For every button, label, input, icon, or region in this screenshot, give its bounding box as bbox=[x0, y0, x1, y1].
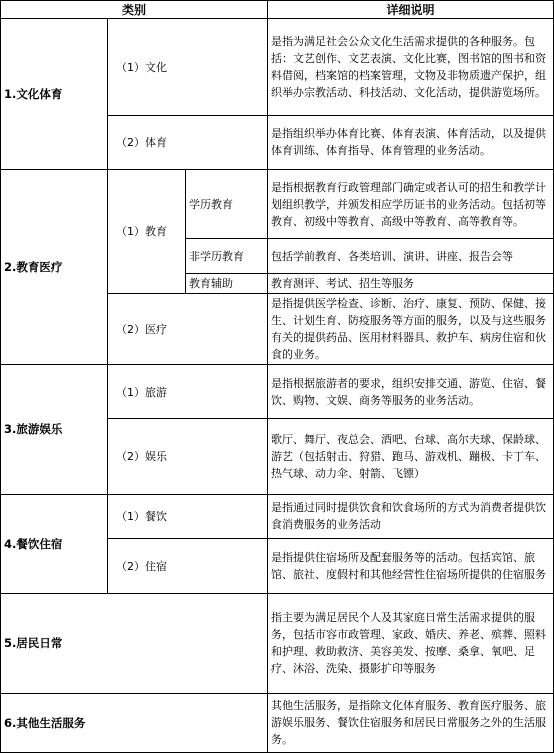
item-degree-education: 学历教育 bbox=[186, 169, 268, 238]
table-row bbox=[1, 494, 554, 538]
subcategory-medical: （2）医疗 bbox=[108, 293, 268, 364]
subcategory-catering: （1）餐饮 bbox=[108, 494, 268, 538]
header-category: 类别 bbox=[1, 1, 268, 19]
table-row bbox=[1, 594, 554, 694]
description-daily-life: 指主要为满足居民个人及其家庭日常生活需求提供的服务，包括市容市政管理、家政、婚庆、养老、殡葬、照料和护理、救助救济、美容美发、按摩、桑拿、氧吧、足疗、沐浴、洗染、摄影扩印等服务 bbox=[268, 594, 554, 694]
table-row bbox=[1, 364, 554, 418]
description-entertainment: 歌厅、舞厅、夜总会、酒吧、台球、高尔夫球、保龄球、游艺（包括射击、狩猎、跑马、游戏机、蹦极、卡丁车、热气球、动力伞、射箭、飞镖） bbox=[268, 419, 554, 494]
subcategory-lodging: （2）住宿 bbox=[108, 538, 268, 593]
subcategory-arts: （1）文化 bbox=[108, 19, 268, 116]
description-degree-education: 是指根据教育行政管理部门确定或者认可的招生和教学计划组织教学，并颁发相应学历证书的业务活动。包括初等教育、初级中等教育、高级中等教育、高等教育等。 bbox=[268, 169, 554, 238]
description-non-degree-education: 包括学前教育、各类培训、演讲、讲座、报告会等 bbox=[268, 239, 554, 274]
header-row bbox=[1, 1, 554, 19]
subcategory-tourism: （1）旅游 bbox=[108, 364, 268, 418]
description-education-aux: 教育测评、考试、招生等服务 bbox=[268, 274, 554, 293]
table-row bbox=[1, 19, 554, 116]
category-other-services: 6.其他生活服务 bbox=[1, 693, 268, 752]
item-non-degree-education: 非学历教育 bbox=[186, 239, 268, 274]
category-daily-life: 5.居民日常 bbox=[1, 594, 268, 694]
subcategory-education: （1）教育 bbox=[108, 169, 186, 293]
subcategory-sports: （2）体育 bbox=[108, 115, 268, 169]
category-travel-entertainment: 3.旅游娱乐 bbox=[1, 364, 108, 494]
description-medical: 是指提供医学检查、诊断、治疗、康复、预防、保健、接生、计划生育、防疫服务等方面的服务，以及与这些服务有关的提供药品、医用材料器具、救护车、病房住宿和伙食的业务。 bbox=[268, 293, 554, 364]
category-education-medical: 2.教育医疗 bbox=[1, 169, 108, 364]
item-education-aux: 教育辅助 bbox=[186, 274, 268, 293]
category-culture-sports: 1.文化体育 bbox=[1, 19, 108, 170]
table-row bbox=[1, 169, 554, 238]
subcategory-entertainment: （2）娱乐 bbox=[108, 419, 268, 494]
description-sports: 是指组织举办体育比赛、体育表演、体育活动，以及提供体育训练、体育指导、体育管理的业务活动。 bbox=[268, 115, 554, 169]
category-food-lodging: 4.餐饮住宿 bbox=[1, 494, 108, 594]
description-arts: 是指为满足社会公众文化生活需求提供的各种服务。包括：文艺创作、文艺表演、文化比赛，图书馆的图书和资料借阅，档案馆的档案管理，文物及非物质遗产保护，组织举办宗教活动、科技活动、文化活动，提供游览场所。 bbox=[268, 19, 554, 116]
table-row bbox=[1, 693, 554, 752]
description-catering: 是指通过同时提供饮食和饮食场所的方式为消费者提供饮食消费服务的业务活动 bbox=[268, 494, 554, 538]
header-detail: 详细说明 bbox=[268, 1, 554, 19]
description-lodging: 是指提供住宿场所及配套服务等的活动。包括宾馆、旅馆、旅社、度假村和其他经营性住宿场所提供的住宿服务 bbox=[268, 538, 554, 593]
description-tourism: 是指根据旅游者的要求，组织安排交通、游览、住宿、餐饮、购物、文娱、商务等服务的业务活动。 bbox=[268, 364, 554, 418]
description-other-services: 其他生活服务，是指除文化体育服务、教育医疗服务、旅游娱乐服务、餐饮住宿服务和居民日常服务之外的生活服务。 bbox=[268, 693, 554, 752]
